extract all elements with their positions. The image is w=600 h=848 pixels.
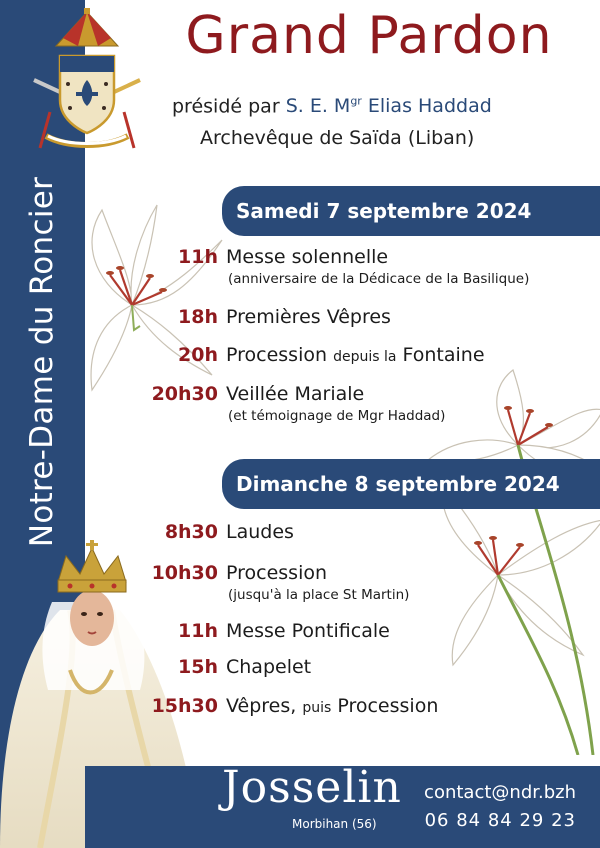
event-time: 8h30 <box>164 521 218 543</box>
event-note: (et témoignage de Mgr Haddad) <box>228 408 446 424</box>
presider-name <box>286 95 492 117</box>
event-title: Laudes <box>226 521 294 543</box>
event-connector: depuis la <box>333 349 397 365</box>
lily-left-illustration <box>72 200 232 410</box>
coat-of-arms-icon <box>28 8 146 158</box>
event-title: Messe Pontificale <box>226 620 390 642</box>
event-time: 11h <box>178 620 218 642</box>
presided-by-line <box>172 95 492 117</box>
event-title-main: Vêpres, <box>226 695 297 717</box>
event-title-main: Procession <box>226 344 328 366</box>
event-time: 15h30 <box>151 695 218 717</box>
day-banner-saturday: Samedi 7 septembre 2024 <box>222 186 600 236</box>
event-title <box>226 344 485 366</box>
event-time: 15h <box>178 656 218 678</box>
event-title: Veillée Mariale <box>226 383 365 405</box>
event-time: 20h30 <box>151 383 218 405</box>
archbishop-line: Archevêque de Saïda (Liban) <box>200 127 475 149</box>
presider-name-post: Elias Haddad <box>361 95 492 118</box>
contact-email: contact@ndr.bzh <box>424 782 576 803</box>
day-banner-sunday: Dimanche 8 septembre 2024 <box>222 459 600 509</box>
event-title: Procession <box>226 562 328 584</box>
presider-name-pre: S. E. M <box>285 95 351 118</box>
presider-name-sup: gr <box>350 95 362 108</box>
event-title <box>226 695 438 717</box>
event-time: 11h <box>178 246 218 268</box>
side-banner-text: Notre-Dame du Roncier <box>24 176 60 548</box>
event-time: 18h <box>178 306 218 328</box>
event-note: (jusqu'à la place St Martin) <box>228 587 410 603</box>
event-title: Messe solennelle <box>226 246 389 268</box>
event-time: 10h30 <box>151 562 218 584</box>
event-title-place: Fontaine <box>402 344 485 366</box>
event-title: Chapelet <box>226 656 312 678</box>
contact-phone: 06 84 84 29 23 <box>424 810 576 831</box>
town-name: Josselin <box>222 762 402 813</box>
department-label: Morbihan (56) <box>292 817 377 831</box>
event-time: 20h <box>178 344 218 366</box>
event-title: Premières Vêpres <box>226 306 391 328</box>
event-title-place: Procession <box>337 695 439 717</box>
event-note: (anniversaire de la Dédicace de la Basilique) <box>228 271 530 287</box>
presided-prefix: présidé par <box>172 95 280 118</box>
poster-title: Grand Pardon <box>185 6 553 66</box>
event-connector: puis <box>302 700 332 716</box>
